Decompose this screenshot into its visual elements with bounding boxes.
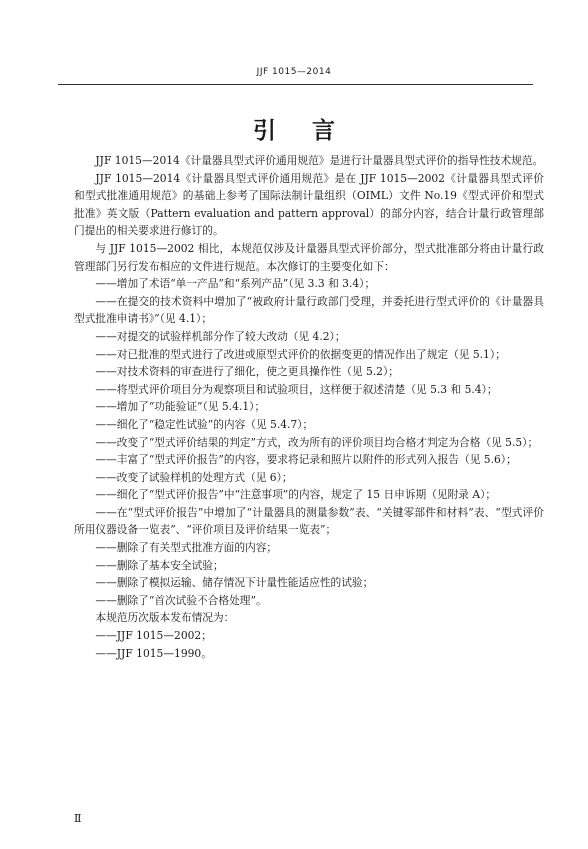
list-item: ——删除了基本安全试验； — [95, 558, 224, 572]
paragraph: 与 JJF 1015—2002 相比，本规范仅涉及计量器具型式评价部分，型式批准部分将由计量行政管理部门另行发布相应的文件进行规范。本次修订的主要变化如下： — [74, 241, 544, 273]
list-item: ——删除了“首次试验不合格处理”。 — [95, 593, 267, 607]
list-item: ——对提交的试验样机部分作了较大改动（见 4.2）； — [95, 329, 346, 343]
list-item: ——删除了有关型式批准方面的内容； — [95, 541, 278, 555]
running-header: JJF 1015—2014 — [256, 67, 332, 77]
list-item: ——对已批准的型式进行了改进或原型式评价的依据变更的情况作出了规定（见 5.1）； — [95, 347, 506, 361]
list-item: ——丰富了“型式评价报告”的内容，要求将记录和照片以附件的形式列入报告（见 5.6）； — [95, 453, 517, 467]
paragraph: 本规范历次版本发布情况为： — [95, 611, 235, 625]
body-text — [74, 152, 544, 662]
list-item: ——对技术资料的审查进行了细化，使之更具操作性（见 5.2）； — [95, 365, 399, 379]
list-item: ——将型式评价项目分为观察项目和试验项目，这样便于叙述清楚（见 5.3 和 5.4）； — [95, 382, 498, 396]
list-item: ——增加了“功能验证”（见 5.4.1）； — [95, 400, 266, 414]
header-rule — [58, 84, 533, 85]
list-item: ——改变了“型式评价结果的判定”方式，改为所有的评价项目均合格才判定为合格（见 5.5）； — [95, 435, 539, 449]
paragraph: JJF 1015—2014《计量器具型式评价通用规范》是进行计量器具型式评价的指导性技术规范。 — [95, 154, 544, 167]
list-item: ——在“型式评价报告”中增加了“计量器具的测量参数”表、“关键零部件和材料”表、“型式评价所用仪器设备一览表”、“评价项目及评价结果一览表”； — [74, 505, 544, 537]
page-number: Ⅱ — [74, 812, 82, 825]
list-item: ——在提交的技术资料中增加了“被政府计量行政部门受理，并委托进行型式评价的《计量器具型式批准申请书》”（见 4.1）； — [74, 294, 544, 326]
list-item: ——删除了模拟运输、储存情况下计量性能适应性的试验； — [95, 576, 374, 590]
section-title — [0, 112, 588, 145]
list-item: ——增加了术语“单一产品”和“系列产品”（见 3.3 和 3.4）； — [95, 277, 376, 291]
list-item: ——细化了“稳定性试验”的内容（见 5.4.7）； — [95, 417, 314, 431]
list-item: ——JJF 1015—2002； — [95, 629, 212, 643]
list-item: ——JJF 1015—1990。 — [95, 646, 212, 660]
list-item: ——改变了试验样机的处理方式（见 6）； — [95, 470, 293, 484]
title-char-1: 引 — [253, 118, 276, 144]
paragraph: JJF 1015—2014《计量器具型式评价通用规范》是在 JJF 1015—2002《计量器具型式评价和型式批准通用规范》的基础上参考了国际法制计量组织（OIML）文件 No.19《型式评价和型式批准》英文版（Pattern evaluation and pattern approval）的部分内容，结合计量行政管理部门提出的相关要求进行修订的。 — [74, 171, 544, 238]
list-item: ——细化了“型式评价报告”中“注意事项”的内容，规定了 15 日申诉期（见附录 A）； — [95, 488, 497, 502]
title-char-2: 言 — [312, 118, 335, 144]
